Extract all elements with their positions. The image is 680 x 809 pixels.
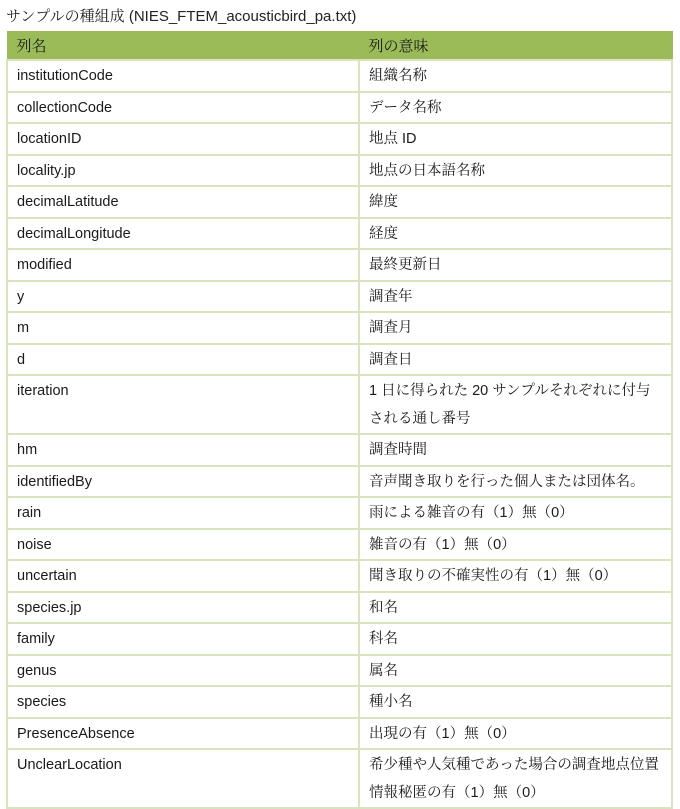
table-row	[7, 749, 672, 808]
cell-column-meaning: 調査月	[359, 312, 672, 344]
table-row	[7, 497, 672, 529]
cell-column-name: decimalLongitude	[7, 218, 359, 250]
cell-column-name: identifiedBy	[7, 466, 359, 498]
cell-column-name: species	[7, 686, 359, 718]
table-row	[7, 592, 672, 624]
table-row	[7, 92, 672, 124]
cell-column-name: y	[7, 281, 359, 313]
table-row	[7, 560, 672, 592]
table-row	[7, 281, 672, 313]
cell-column-name: uncertain	[7, 560, 359, 592]
table-row	[7, 218, 672, 250]
cell-column-name: collectionCode	[7, 92, 359, 124]
cell-column-meaning: 雑音の有（1）無（0）	[359, 529, 672, 561]
cell-column-meaning: 科名	[359, 623, 672, 655]
cell-column-meaning: 聞き取りの不確実性の有（1）無（0）	[359, 560, 672, 592]
cell-column-name: family	[7, 623, 359, 655]
table-row	[7, 123, 672, 155]
table-row	[7, 655, 672, 687]
cell-column-name: m	[7, 312, 359, 344]
table-row	[7, 434, 672, 466]
cell-column-name: UnclearLocation	[7, 749, 359, 808]
cell-column-name: decimalLatitude	[7, 186, 359, 218]
cell-column-meaning: 地点 ID	[359, 123, 672, 155]
cell-column-name: iteration	[7, 375, 359, 434]
table-row	[7, 186, 672, 218]
cell-column-meaning: 和名	[359, 592, 672, 624]
cell-column-meaning: 組織名称	[359, 60, 672, 92]
cell-column-name: PresenceAbsence	[7, 718, 359, 750]
cell-column-name: locationID	[7, 123, 359, 155]
table-row	[7, 623, 672, 655]
table-body	[7, 60, 672, 808]
cell-column-meaning: 緯度	[359, 186, 672, 218]
cell-column-meaning: 調査年	[359, 281, 672, 313]
cell-column-name: hm	[7, 434, 359, 466]
table-row	[7, 155, 672, 187]
table-row	[7, 344, 672, 376]
table-row	[7, 529, 672, 561]
cell-column-meaning: 経度	[359, 218, 672, 250]
table-row	[7, 718, 672, 750]
table-caption: サンプルの種組成 (NIES_FTEM_acousticbird_pa.txt)	[6, 8, 357, 25]
column-spec-table	[6, 31, 673, 809]
header-column-meaning: 列の意味	[359, 32, 672, 61]
cell-column-name: genus	[7, 655, 359, 687]
cell-column-meaning: 最終更新日	[359, 249, 672, 281]
table-row	[7, 686, 672, 718]
cell-column-meaning: 属名	[359, 655, 672, 687]
table-header-row	[7, 32, 672, 61]
cell-column-name: locality.jp	[7, 155, 359, 187]
header-column-name: 列名	[7, 32, 359, 61]
table-row	[7, 60, 672, 92]
cell-column-meaning: データ名称	[359, 92, 672, 124]
cell-column-name: institutionCode	[7, 60, 359, 92]
cell-column-meaning: 出現の有（1）無（0）	[359, 718, 672, 750]
cell-column-meaning: 調査日	[359, 344, 672, 376]
cell-column-meaning: 雨による雑音の有（1）無（0）	[359, 497, 672, 529]
cell-column-name: noise	[7, 529, 359, 561]
cell-column-meaning: 調査時間	[359, 434, 672, 466]
table-row	[7, 249, 672, 281]
cell-column-meaning: 音声聞き取りを行った個人または団体名。	[359, 466, 672, 498]
cell-column-name: modified	[7, 249, 359, 281]
cell-column-meaning: 地点の日本語名称	[359, 155, 672, 187]
cell-column-meaning: 希少種や人気種であった場合の調査地点位置情報秘匿の有（1）無（0）	[359, 749, 672, 808]
table-row	[7, 375, 672, 434]
cell-column-name: d	[7, 344, 359, 376]
cell-column-meaning: 種小名	[359, 686, 672, 718]
cell-column-meaning: 1 日に得られた 20 サンプルそれぞれに付与される通し番号	[359, 375, 672, 434]
table-row	[7, 312, 672, 344]
table-row	[7, 466, 672, 498]
cell-column-name: rain	[7, 497, 359, 529]
cell-column-name: species.jp	[7, 592, 359, 624]
